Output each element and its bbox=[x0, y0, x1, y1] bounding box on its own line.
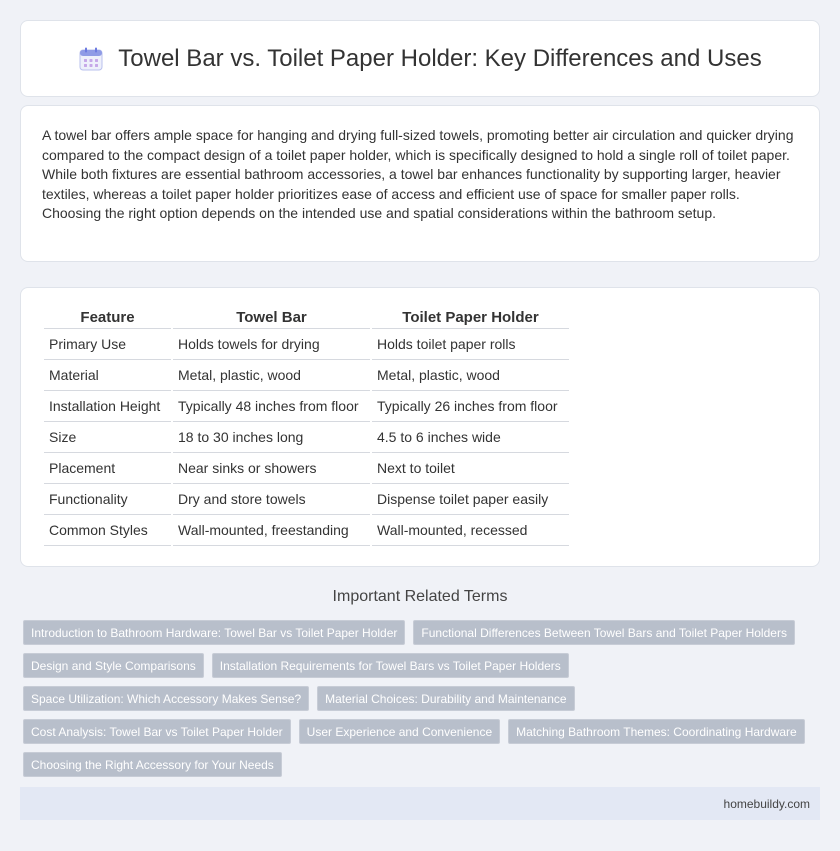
comparison-card bbox=[20, 287, 820, 567]
table-row bbox=[44, 329, 569, 360]
table-cell: Wall-mounted, freestanding bbox=[173, 515, 370, 546]
related-term-tag[interactable]: Design and Style Comparisons bbox=[23, 653, 204, 678]
related-term-tag[interactable]: Choosing the Right Accessory for Your Needs bbox=[23, 752, 282, 777]
related-terms-list bbox=[23, 620, 823, 777]
table-cell: Common Styles bbox=[44, 515, 171, 546]
table-cell: Material bbox=[44, 360, 171, 391]
table-cell: 18 to 30 inches long bbox=[173, 422, 370, 453]
table-cell: Metal, plastic, wood bbox=[372, 360, 569, 391]
related-term-tag[interactable]: Cost Analysis: Towel Bar vs Toilet Paper Holder bbox=[23, 719, 291, 744]
table-row bbox=[44, 484, 569, 515]
header-feature: Feature bbox=[44, 305, 171, 329]
table-cell: Size bbox=[44, 422, 171, 453]
table-cell: Wall-mounted, recessed bbox=[372, 515, 569, 546]
table-cell: Dry and store towels bbox=[173, 484, 370, 515]
table-cell: Next to toilet bbox=[372, 453, 569, 484]
table-cell: Dispense toilet paper easily bbox=[372, 484, 569, 515]
table-row bbox=[44, 391, 569, 422]
related-term-tag[interactable]: User Experience and Convenience bbox=[299, 719, 500, 744]
intro-paragraph: A towel bar offers ample space for hanging and drying full-sized towels, promoting better air circulation and quicker drying compared to the compact design of a toilet paper holder, which is specifically designed to hold a single roll of toilet paper. While both fixtures are essential bathroom accessories, a towel bar enhances functionality by supporting larger, heavier textiles, whereas a toilet paper holder prioritizes ease of access and efficient use of space for smaller paper rolls. Choosing the right option depends on the intended use and spatial considerations within the bathroom setup. bbox=[42, 127, 794, 221]
header-toilet-paper-holder: Toilet Paper Holder bbox=[372, 305, 569, 329]
table-cell: 4.5 to 6 inches wide bbox=[372, 422, 569, 453]
table-row bbox=[44, 360, 569, 391]
table-cell: Placement bbox=[44, 453, 171, 484]
related-term-tag[interactable]: Matching Bathroom Themes: Coordinating Hardware bbox=[508, 719, 805, 744]
related-term-tag[interactable]: Space Utilization: Which Accessory Makes Sense? bbox=[23, 686, 309, 711]
related-term-tag[interactable]: Material Choices: Durability and Maintenance bbox=[317, 686, 574, 711]
footer bbox=[20, 787, 820, 820]
table-cell: Primary Use bbox=[44, 329, 171, 360]
related-terms-title: Important Related Terms bbox=[332, 588, 508, 605]
table-cell: Functionality bbox=[44, 484, 171, 515]
table-cell: Installation Height bbox=[44, 391, 171, 422]
table-row bbox=[44, 422, 569, 453]
related-term-tag[interactable]: Functional Differences Between Towel Bars and Toilet Paper Holders bbox=[413, 620, 795, 645]
comparison-table bbox=[42, 305, 571, 546]
header-towel-bar: Towel Bar bbox=[173, 305, 370, 329]
table-cell: Typically 48 inches from floor bbox=[173, 391, 370, 422]
footer-site-link[interactable]: homebuildy.com bbox=[723, 796, 810, 811]
table-cell: Holds toilet paper rolls bbox=[372, 329, 569, 360]
table-cell: Near sinks or showers bbox=[173, 453, 370, 484]
table-cell: Holds towels for drying bbox=[173, 329, 370, 360]
table-cell: Typically 26 inches from floor bbox=[372, 391, 569, 422]
header-card bbox=[20, 20, 820, 97]
table-row bbox=[44, 453, 569, 484]
page-title: Towel Bar vs. Toilet Paper Holder: Key Differences and Uses bbox=[118, 44, 762, 72]
intro-card bbox=[20, 105, 820, 262]
table-cell: Metal, plastic, wood bbox=[173, 360, 370, 391]
table-header-row bbox=[44, 305, 569, 329]
related-term-tag[interactable]: Installation Requirements for Towel Bars vs Toilet Paper Holders bbox=[212, 653, 569, 678]
related-term-tag[interactable]: Introduction to Bathroom Hardware: Towel Bar vs Toilet Paper Holder bbox=[23, 620, 405, 645]
calendar-icon bbox=[78, 46, 104, 72]
table-row bbox=[44, 515, 569, 546]
